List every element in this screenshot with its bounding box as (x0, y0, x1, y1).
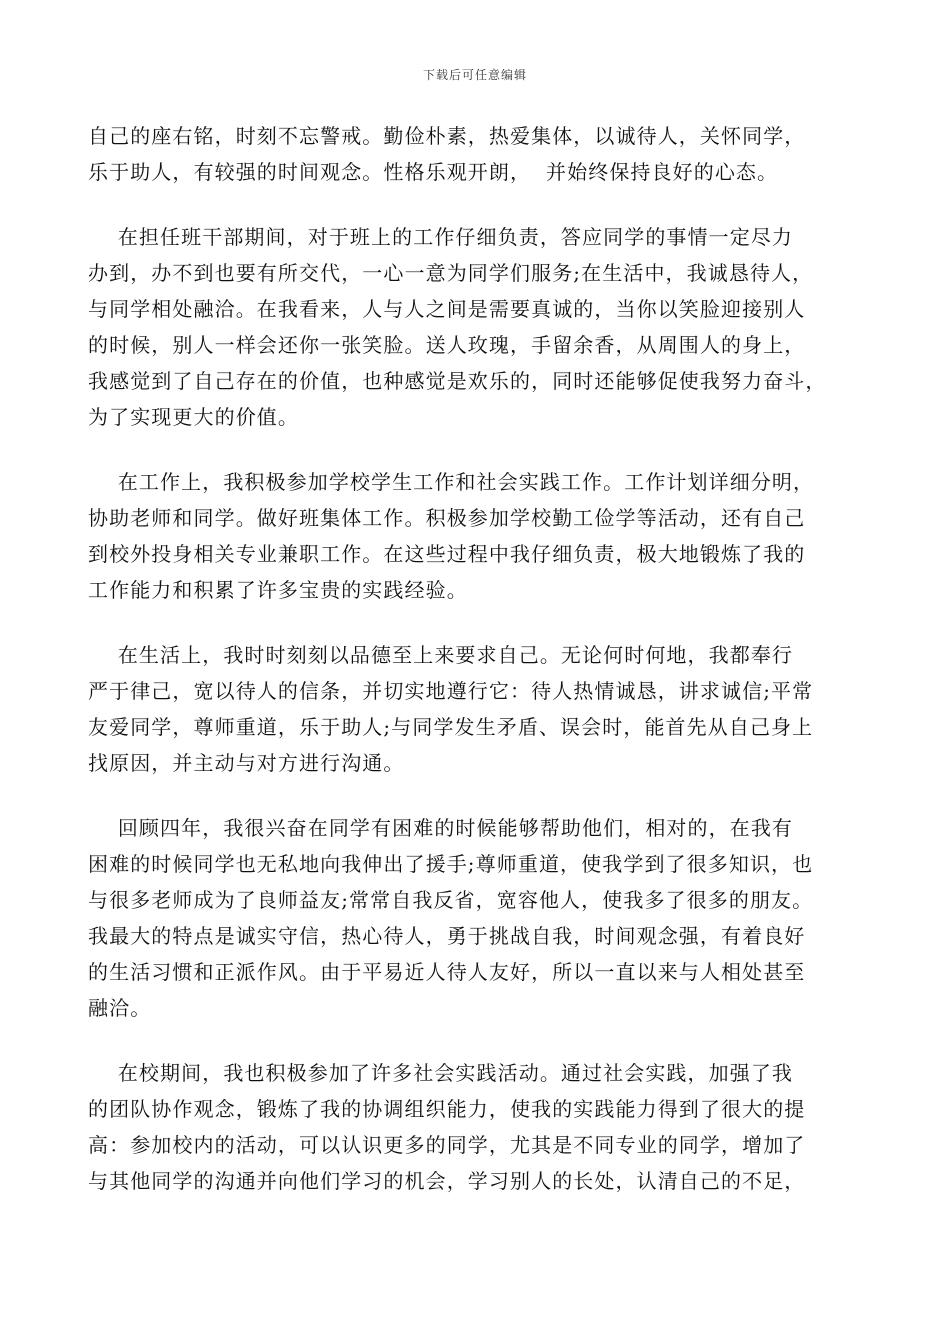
paragraph (88, 219, 858, 435)
text-line: 高：参加校内的活动，可以认识更多的同学，尤其是不同专业的同学，增加了 (88, 1133, 806, 1157)
text-line: 工作能力和积累了许多宝贵的实践经验。 (88, 578, 468, 602)
text-line: 为了实现更大的价值。 (88, 405, 299, 429)
text-line: 乐于助人，有较强的时间观念。性格乐观开朗， 并始终保持良好的心态。 (88, 160, 779, 184)
text-line: 的时候，别人一样会还你一张笑脸。送人玫瑰，手留余香，从周围人的身上， (88, 333, 806, 357)
document-body (88, 118, 858, 1199)
text-line: 与其他同学的沟通并向他们学习的机会，学习别人的长处，认清自己的不足， (88, 1169, 806, 1193)
paragraph (88, 1055, 858, 1199)
paragraph-gap (88, 781, 858, 810)
text-line: 与很多老师成为了良师益友;常常自我反省，宽容他人，使我多了很多的朋友。 (88, 888, 814, 912)
text-line: 在工作上，我积极参加学校学生工作和社会实践工作。工作计划详细分明， (88, 470, 815, 494)
text-line: 在校期间，我也积极参加了许多社会实践活动。通过社会实践，加强了我 (88, 1061, 794, 1085)
text-line: 困难的时候同学也无私地向我伸出了援手;尊师重道，使我学到了很多知识，也 (88, 852, 814, 876)
text-line: 友爱同学，尊师重道，乐于助人;与同学发生矛盾、误会时，能首先从自己身上 (88, 715, 814, 739)
paragraph-gap (88, 608, 858, 637)
page-header: 下载后可任意编辑 (422, 68, 527, 82)
text-line: 找原因，并主动与对方进行沟通。 (88, 751, 405, 775)
text-line: 自己的座右铭，时刻不忘警戒。勤俭朴素，热爱集体，以诚待人，关怀同学， (88, 124, 806, 148)
paragraph-gap (88, 1026, 858, 1055)
paragraph-gap (88, 190, 858, 219)
paragraph (88, 810, 858, 1026)
text-line: 回顾四年，我很兴奋在同学有困难的时候能够帮助他们，相对的，在我有 (88, 816, 794, 840)
paragraph (88, 118, 858, 190)
text-line: 我最大的特点是诚实守信，热心待人，勇于挑战自我，时间观念强，有着良好 (88, 924, 806, 948)
text-line: 在担任班干部期间，对于班上的工作仔细负责，答应同学的事情一定尽力 (88, 225, 794, 249)
paragraph (88, 637, 858, 781)
text-line: 在生活上，我时时刻刻以品德至上来要求自己。无论何时何地，我都奉行 (88, 643, 794, 667)
text-line: 的生活习惯和正派作风。由于平易近人待人友好，所以一直以来与人相处甚至 (88, 960, 806, 984)
text-line: 融洽。 (88, 996, 152, 1020)
text-line: 严于律己，宽以待人的信条，并切实地遵行它：待人热情诚恳，讲求诚信;平常 (88, 679, 814, 703)
text-line: 我感觉到了自己存在的价值，也种感觉是欢乐的，同时还能够促使我努力奋斗， (88, 369, 827, 393)
text-line: 到校外投身相关专业兼职工作。在这些过程中我仔细负责，极大地锻炼了我的 (88, 542, 806, 566)
text-line: 与同学相处融洽。在我看来，人与人之间是需要真诚的，当你以笑脸迎接别人 (88, 297, 806, 321)
text-line: 协助老师和同学。做好班集体工作。积极参加学校勤工俭学等活动，还有自己 (88, 506, 806, 530)
text-line: 的团队协作观念，锻炼了我的协调组织能力，使我的实践能力得到了很大的提 (88, 1097, 806, 1121)
paragraph (88, 464, 858, 608)
paragraph-gap (88, 435, 858, 464)
text-line: 办到，办不到也要有所交代，一心一意为同学们服务;在生活中，我诚恳待人， (88, 261, 814, 285)
